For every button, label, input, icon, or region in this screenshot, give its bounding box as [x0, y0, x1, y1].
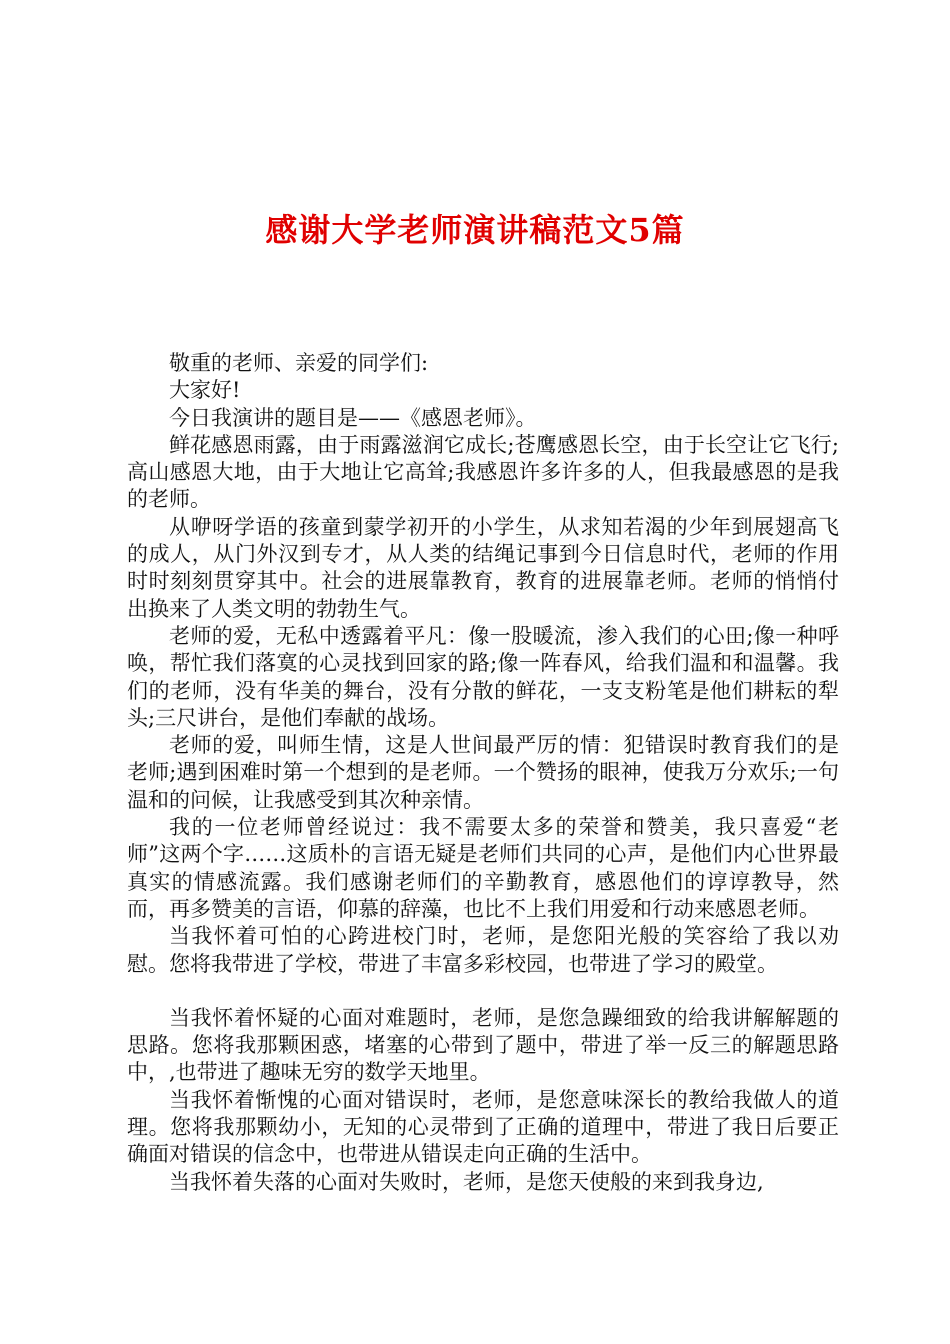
paragraph-gratitude: 鲜花感恩雨露，由于雨露滋润它成长;苍鹰感恩长空，由于长空让它飞行;高山感恩大地，由于大地让它高耸;我感恩许多许多的人，但我最感恩的是我的老师。 — [127, 432, 839, 512]
paragraph-teacher-love: 老师的爱，无私中透露着平凡：像一股暖流，渗入我们的心田;像一种呼唤，帮忙我们落寞的心灵找到回家的路;像一阵春风，给我们温和和温馨。我们的老师，没有华美的舞台，没有分散的鲜花，一支支粉笔是他们耕耘的犁头;三尺讲台，是他们奉献的战场。 — [127, 623, 839, 730]
paragraph-failure: 当我怀着失落的心面对失败时，老师，是您天使般的来到我身边, — [169, 1169, 764, 1194]
paragraph-greeting: 大家好! — [169, 378, 241, 403]
paragraph-salutation: 敬重的老师、亲爱的同学们: — [169, 351, 429, 375]
document-title: 感谢大学老师演讲稿范文5篇 — [265, 211, 685, 249]
paragraph-teacher-role: 从咿呀学语的孩童到蒙学初开的小学生，从求知若渴的少年到展翅高飞的成人，从门外汉到专才，从人类的结绳记事到今日信息时代，老师的作用时时刻刻贯穿其中。社会的进展靠教育，教育的进展靠老师。老师的悄悄付出换来了人类文明的勃勃生气。 — [127, 514, 839, 621]
paragraph-difficult-problems: 当我怀着怀疑的心面对难题时，老师，是您急躁细致的给我讲解解题的思路。您将我那颗困惑，堵塞的心带到了题中，带进了举一反三的解题思路中，,也带进了趣味无穷的数学天地里。 — [127, 1005, 839, 1085]
paragraph-teacher-student-bond: 老师的爱，叫师生情，这是人世间最严厉的情：犯错误时教育我们的是老师;遇到困难时第一个想到的是老师。一个赞扬的眼神，使我万分欢乐;一句温和的问候，让我感受到其次种亲情。 — [127, 733, 839, 812]
paragraph-topic: 今日我演讲的题目是——《感恩老师》。 — [169, 405, 537, 430]
paragraph-mistakes: 当我怀着惭愧的心面对错误时，老师，是您意味深长的教给我做人的道理。您将我那颗幼小，无知的心灵带到了正确的道理中，带进了我日后要正确面对错误的信念中，也带进从错误走向正确的生活中。 — [127, 1087, 839, 1167]
paragraph-teacher-quote: 我的一位老师曾经说过：我不需要太多的荣誉和赞美，我只喜爱“老师”这两个字……这质朴的言语无疑是老师们共同的心声，是他们内心世界最真实的情感流露。我们感谢老师们的辛勤教育，感恩他们的谆谆教导，然而，再多赞美的言语，仰慕的辞藻，也比不上我们用爱和行动来感恩老师。 — [127, 815, 839, 921]
paragraph-entering-school: 当我怀着可怕的心跨进校门时，老师，是您阳光般的笑容给了我以劝慰。您将我带进了学校，带进了丰富多彩校园，也带进了学习的殿堂。 — [127, 924, 839, 976]
document-body — [127, 350, 839, 1196]
